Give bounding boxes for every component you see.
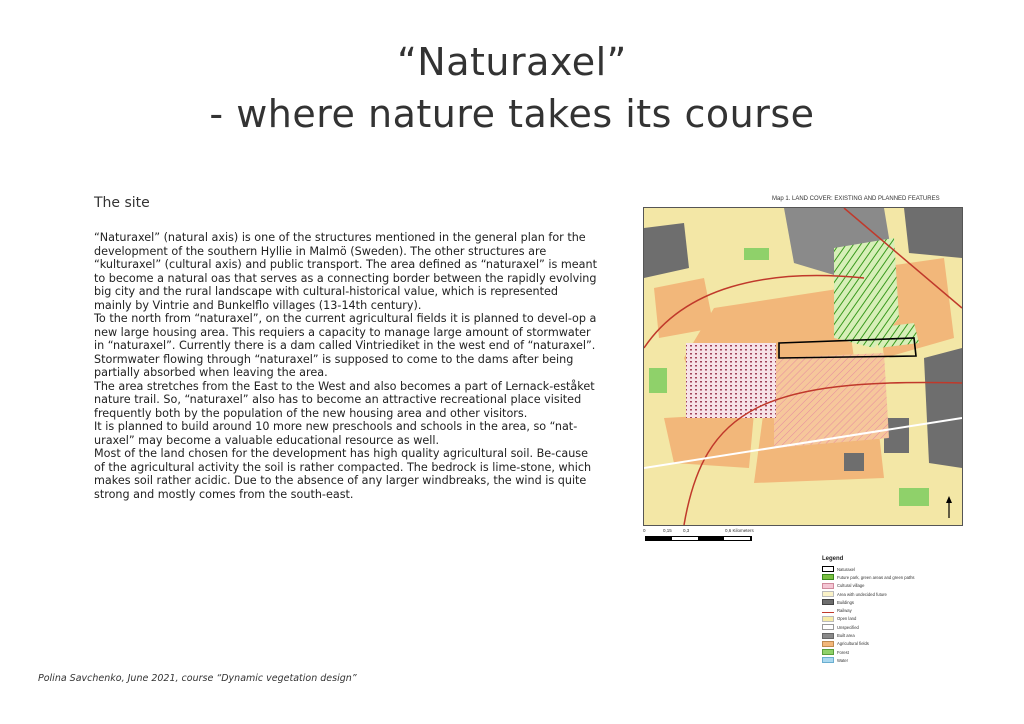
legend-swatch — [822, 583, 834, 589]
legend-label: Naturaxel — [837, 566, 855, 572]
legend-item — [822, 631, 962, 639]
legend-label: Forest — [837, 649, 849, 655]
legend-item — [822, 590, 962, 598]
legend-label: Water — [837, 657, 849, 663]
legend-swatch — [822, 649, 834, 655]
scale-label: 0,3 — [683, 528, 690, 533]
legend-swatch — [822, 566, 834, 572]
legend-item — [822, 615, 962, 623]
scale-label: 0,6 Kilometers — [725, 528, 754, 533]
map-scale-bar — [643, 528, 783, 542]
legend-item — [822, 656, 962, 664]
legend-item — [822, 565, 962, 573]
paragraph: It is planned to build around 10 more new preschools and schools in the area, so “nat-uraxel” may become a valuable educational resource as well. — [94, 420, 578, 447]
footer-credit: Polina Savchenko, June 2021, course “Dynamic vegetation design” — [38, 673, 357, 684]
page-title-line2: - where nature takes its course — [209, 92, 815, 136]
paragraph: To the north from “naturaxel”, on the current agricultural fields it is planned to devel-op a new large housing area. This requiers a capacity to manage large amount of stormwater in “naturaxel”. Currently there is a dam called Vintriediket in the west end of “naturaxel”. Stormwater flowing through “naturaxel” is supposed to come to the dams after being partially absorbed when leaving the area. — [94, 312, 597, 379]
legend-swatch — [822, 616, 834, 622]
legend-label: Agricultural fields — [837, 641, 869, 647]
legend-swatch — [822, 612, 834, 613]
legend-label: Built area — [837, 633, 855, 639]
legend-item — [822, 623, 962, 631]
legend-swatch — [822, 657, 834, 663]
legend-swatch — [822, 633, 834, 639]
paragraph: The area stretches from the East to the West and also becomes a part of Lernack-eståket nature trail. So, “naturaxel” also has to become an attractive recreational place visited frequently both by the population of the new housing area and other visitors. — [94, 379, 595, 420]
scale-label: 0,15 — [663, 528, 672, 533]
body-text — [94, 231, 597, 501]
legend-item — [822, 606, 962, 614]
legend-item — [822, 648, 962, 656]
legend-swatch — [822, 624, 834, 630]
scale-label: 0 — [643, 528, 646, 533]
legend-label: Open land — [837, 616, 857, 622]
section-title: The site — [94, 195, 150, 211]
legend-title: Legend — [822, 556, 844, 562]
legend-swatch — [822, 591, 834, 597]
legend-label: Cultural village — [837, 583, 865, 589]
legend-label: Future park, green areas and green paths — [837, 574, 915, 580]
legend-label: Buildings — [837, 599, 854, 605]
legend-swatch — [822, 574, 834, 580]
legend-swatch — [822, 641, 834, 647]
scale-bar — [645, 536, 752, 541]
page-title-line1: “Naturaxel” — [397, 40, 627, 84]
map-title: Map 1. LAND COVER: EXISTING AND PLANNED FEATURES — [772, 196, 940, 202]
legend-label: Unspecified — [837, 624, 859, 630]
legend-label: Area with undecided future — [837, 591, 887, 597]
legend-item — [822, 582, 962, 590]
legend-label: Railway — [837, 608, 852, 614]
legend-swatch — [822, 599, 834, 605]
map-graphic — [644, 208, 962, 525]
legend-item — [822, 640, 962, 648]
land-cover-map — [643, 207, 963, 526]
paragraph: “Naturaxel” (natural axis) is one of the structures mentioned in the general plan for the development of the southern Hyllie in Malmö (Sweden). The other structures are “kulturaxel” (cultural axis) and public transport. The area defined as “naturaxel” is meant to become a natural oas that serves as a connecting border between the rapidly evolving big city and the rural landscape with cultural-historical value, which is represented mainly by Vintrie and Bunkelflo villages (13-14th century). — [94, 231, 598, 312]
paragraph: Most of the land chosen for the development has high quality agricultural soil. Be-cause of the agricultural activity the soil is rather compacted. The bedrock is lime-stone, which makes soil rather acidic. Due to the absence of any larger windbreaks, the wind is quite strong and mostly comes from the south-east. — [94, 447, 592, 501]
legend-item — [822, 573, 962, 581]
legend-item — [822, 598, 962, 606]
map-legend — [822, 556, 962, 665]
